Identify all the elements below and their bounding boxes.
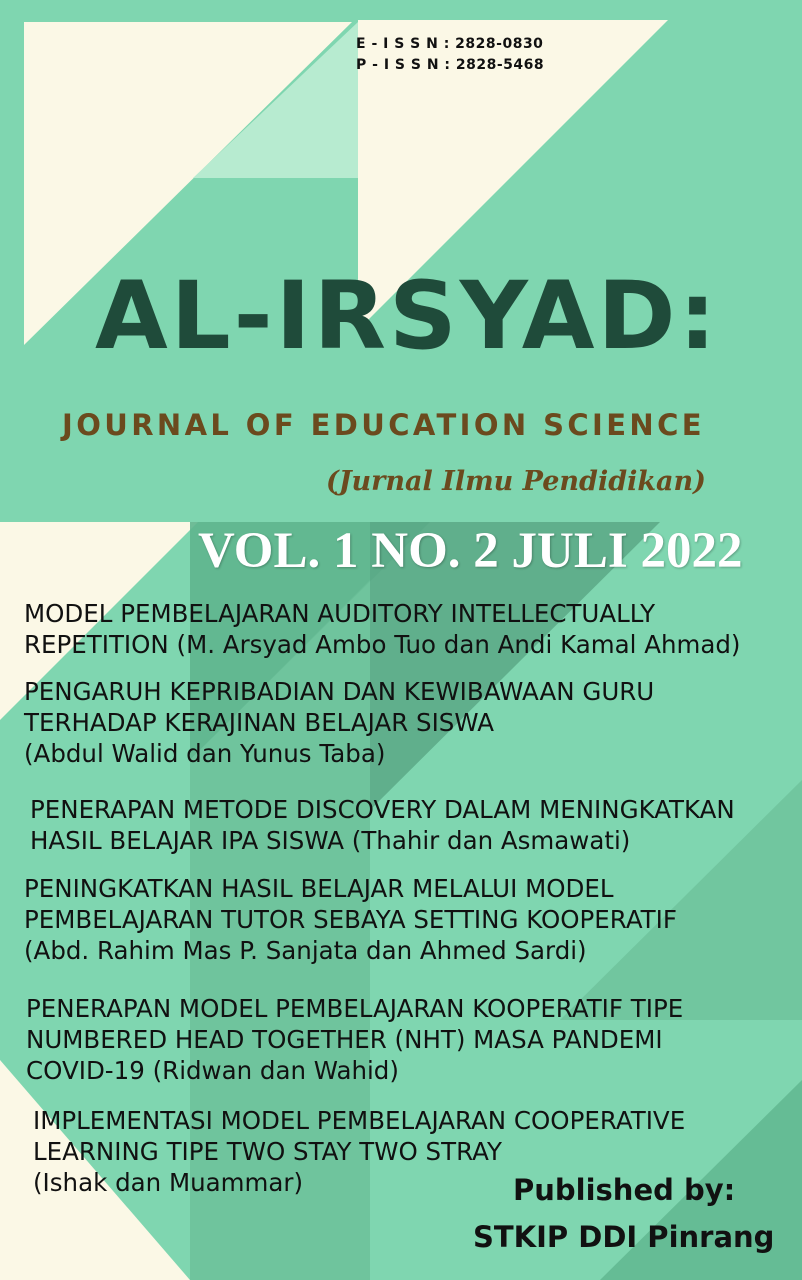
article-line: IMPLEMENTASI MODEL PEMBELAJARAN COOPERATIVE bbox=[33, 1106, 686, 1135]
journal-subtitle: JOURNAL OF EDUCATION SCIENCE bbox=[62, 408, 705, 442]
article-entry bbox=[26, 993, 683, 1086]
journal-subtitle-local: (Jurnal Ilmu Pendidikan) bbox=[326, 466, 706, 497]
journal-title: AL-IRSYAD: bbox=[95, 262, 720, 371]
article-line: PENERAPAN MODEL PEMBELAJARAN KOOPERATIF TIPE bbox=[26, 994, 684, 1023]
article-entry bbox=[24, 676, 654, 769]
article-entry bbox=[24, 873, 677, 966]
article-line: (Abdul Walid dan Yunus Taba) bbox=[24, 739, 386, 768]
publisher-label: Published by: bbox=[513, 1173, 736, 1207]
article-line: (Abd. Rahim Mas P. Sanjata dan Ahmed Sardi) bbox=[24, 936, 587, 965]
e-issn: E - I S S N : 2828-0830 bbox=[356, 36, 544, 52]
article-line: HASIL BELAJAR IPA SISWA (Thahir dan Asmawati) bbox=[30, 826, 631, 855]
article-line: PENGARUH KEPRIBADIAN DAN KEWIBAWAAN GURU bbox=[24, 677, 655, 706]
article-line: TERHADAP KERAJINAN BELAJAR SISWA bbox=[24, 708, 494, 737]
article-entry bbox=[30, 794, 735, 856]
article-line: MODEL PEMBELAJARAN AUDITORY INTELLECTUALLY bbox=[24, 599, 656, 628]
article-line: PENINGKATKAN HASIL BELAJAR MELALUI MODEL bbox=[24, 874, 614, 903]
publisher-name: STKIP DDI Pinrang bbox=[473, 1220, 775, 1254]
article-entry bbox=[24, 598, 740, 660]
article-line: LEARNING TIPE TWO STAY TWO STRAY bbox=[33, 1137, 502, 1166]
article-line: PENERAPAN METODE DISCOVERY DALAM MENINGKATKAN bbox=[30, 795, 735, 824]
article-line: REPETITION (M. Arsyad Ambo Tuo dan Andi Kamal Ahmad) bbox=[24, 630, 741, 659]
article-line: (Ishak dan Muammar) bbox=[33, 1168, 304, 1197]
article-line: PEMBELAJARAN TUTOR SEBAYA SETTING KOOPERATIF bbox=[24, 905, 677, 934]
article-line: COVID-19 (Ridwan dan Wahid) bbox=[26, 1056, 399, 1085]
p-issn: P - I S S N : 2828-5468 bbox=[356, 57, 545, 73]
article-line: NUMBERED HEAD TOGETHER (NHT) MASA PANDEMI bbox=[26, 1025, 663, 1054]
volume-issue: VOL. 1 NO. 2 JULI 2022 bbox=[198, 523, 743, 579]
